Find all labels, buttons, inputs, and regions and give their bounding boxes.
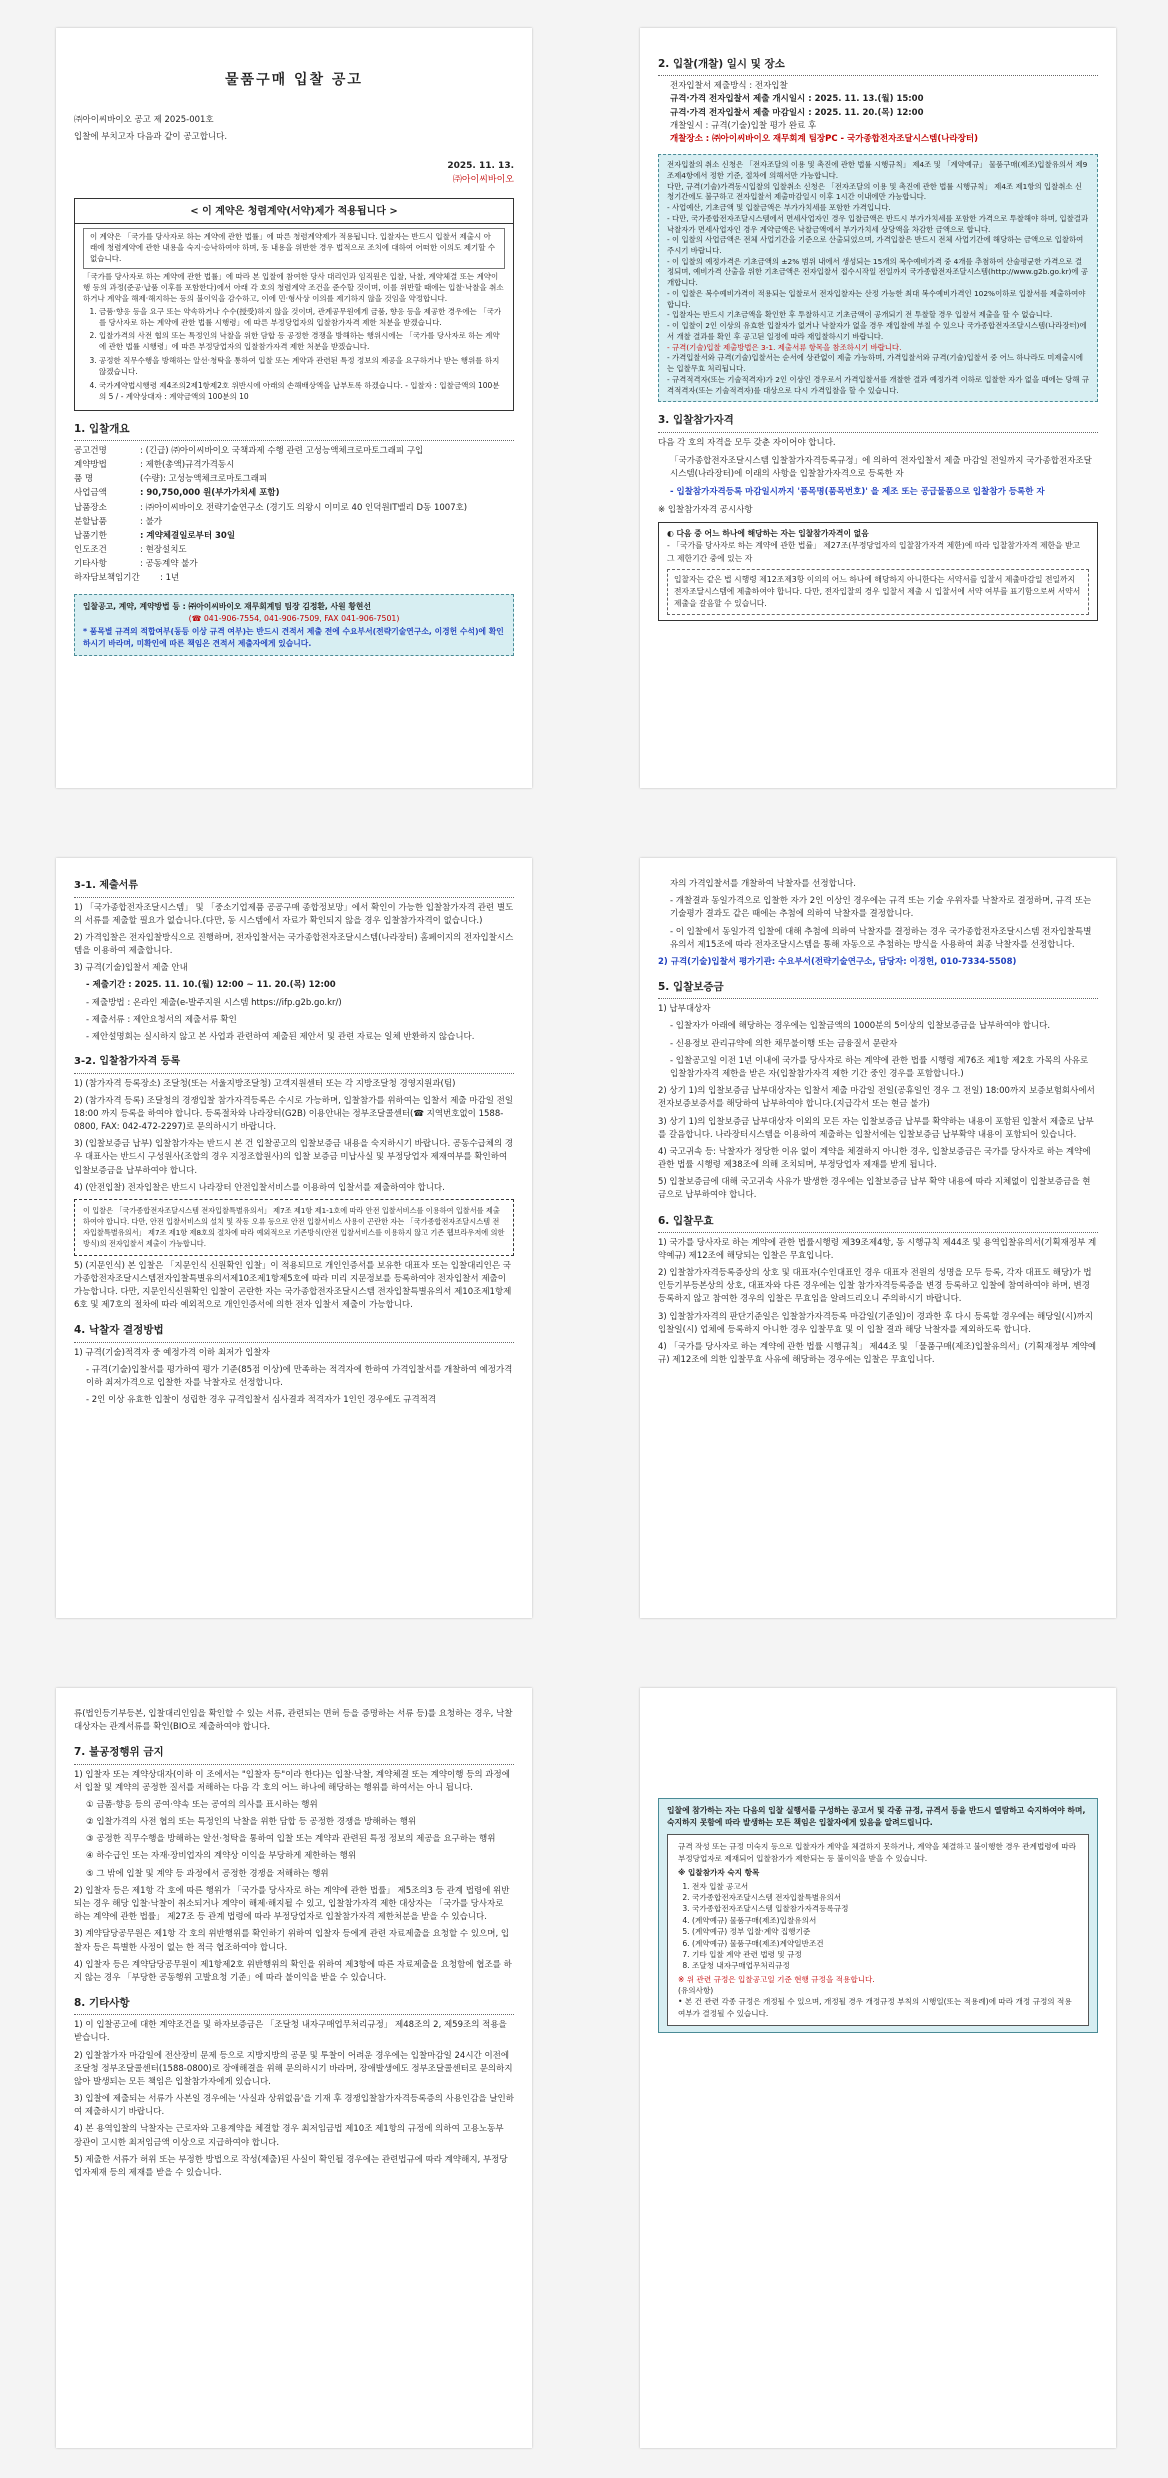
required-reading-note-title: (유의사항) — [678, 1986, 714, 1996]
deposit-item: - 신용정보 관리규약에 의한 채무불이행 또는 금융질서 문란자 — [670, 1038, 898, 1049]
section-heading-award: 4. 낙찰자 결정방법 — [74, 1322, 514, 1342]
intro-block — [74, 114, 514, 144]
section-heading-bid-schedule: 2. 입찰(개찰) 일시 및 장소 — [658, 56, 1098, 76]
award-item: - 규격(기술)입찰서를 평가하여 평가 기준(85점 이상)에 만족하는 적격자에 한하여 가격입찰서를 개찰하여 예정가격이하 최저가격으로 입찰한 자를 낙찰자로 선정합니다. — [86, 1364, 513, 1388]
overview-row: 계약방법 : 제한(총액)규격가격동시 — [74, 460, 235, 471]
documents-item: 3) 규격(기술)입찰서 제출 안내 — [74, 963, 188, 974]
deposit-item: 2) 상기 1)의 입찰보증금 납부대상자는 입찰서 제출 마감일 전일(공휴일인 경우 그 전일) 18:00까지 보증보험회사에서 전자보증보증서를 해당하여 납부하여야 합니다.(지급각서 또는 현금 불가) — [658, 1086, 1095, 1110]
overview-list — [74, 445, 514, 586]
award-item: 자의 가격입찰서를 개찰하여 낙찰자를 선정합니다. — [670, 879, 856, 889]
overview-row: 분할납품 : 불가 — [74, 516, 162, 527]
contact-note: * 품목별 규격의 적합여부(동등 이상 규격 여부)는 반드시 견적서 제출 전에 수요부서(전략기술연구소, 이경헌 수석)에 확인하시기 바라며, 미확인에 따른 책임은 견적서 제출자에게 있습니다. — [83, 627, 504, 648]
award-item: - 개찰결과 동일가격으로 입찰한 자가 2인 이상인 경우에는 규격 또는 기술 우위자를 낙찰자로 결정하며, 규격 또는 기술평가 결과도 같은 때에는 추첨에 의하여 낙찰자를 결정합니다. — [670, 896, 1092, 920]
invalid-item: 4) 「국가를 당사자로 하는 계약에 관한 법률 시행규칙」 제44조 및 「물품구매(제조)입찰유의서」(기획재정부 계약예규) 제12조에 의한 입찰무효 사유에 해당하는 경우에는 입찰은 무효입니다. — [658, 1342, 1097, 1366]
bid-schedule-list — [658, 80, 1098, 146]
deposit-item: 1) 납부대상자 — [658, 1004, 711, 1015]
integrity-notice-lead: 「국가를 당사자로 하는 계약에 관한 법률」에 따라 본 입찰에 참여한 당사 대리인과 임직원은 입찰, 낙찰, 계약체결 또는 계약이행 등의 과정(준공·납품 이후를 포함한다)에서 아래 각 호의 청렴계약 조건을 준수할 것이며, 이를 위반할 때에는 입찰·낙찰을 취소하거나 계약을 해제·해지하는 등의 불이익을 감수하고, 이에 민·형사상 이의를 제기하지 않을 것임을 약정합니다. — [83, 272, 504, 303]
overview-row: 인도조건 : 현장설치도 — [74, 545, 187, 556]
unfair-item: 3) 계약담당공무원은 제1항 각 호의 위반행위를 확인하기 위하여 입찰자 등에게 관련 자료제출을 요청할 수 있으며, 입찰자 등은 특별한 사정이 없는 한 적극 협조하여야 합니다. — [74, 1929, 510, 1953]
disqualification-lead: ◐ 다음 중 어느 하나에 해당하는 자는 입찰참가자격이 없음 — [667, 529, 869, 539]
continued-text: 류(법인등기부등본, 입찰대리인임을 확인할 수 있는 서류, 관련되는 면허 등을 증명하는 서류 등)를 요청하는 경우, 낙찰대상자는 관계서류를 확인(BIO로 제출하여야 합니다. — [74, 1709, 513, 1733]
section-heading-invalid: 6. 입찰무효 — [658, 1213, 1098, 1233]
integrity-notice-box: 이 계약은 「국가를 당사자로 하는 계약에 관한 법률」에 따른 청렴계약제가 적용됩니다. 입찰자는 반드시 입찰서 제출시 아래에 청렴계약에 관한 내용을 숙지·승낙하여야 하며, 동 내용을 위반한 경우 법적으로 조치에 대하여 어떠한 이의도 제기할 수 없습니다. — [83, 228, 505, 269]
info-row: - 이 입찰이 2인 이상의 유효한 입찰자가 없거나 낙찰자가 없을 경우 재입찰에 부칠 수 있으나 국가종합전자조달시스템(나라장터)에서 개찰 결과를 확인 후 공고된 일정에 따라 재입찰하시기 바랍니다. — [667, 321, 1087, 341]
document-page-1 — [56, 28, 532, 788]
info-row: - 이 입찰은 복수예비가격이 적용되는 입찰로서 전자입찰자는 산정 가능한 최대 복수예비가격인 102%이하로 입찰서를 제출하여야 합니다. — [667, 288, 1086, 309]
section-heading-documents: 3-1. 제출서류 — [74, 878, 514, 898]
document-page-5 — [56, 1688, 532, 2448]
document-page-4 — [640, 858, 1116, 1618]
qualification-item: ※ 입찰참가자격 공시사항 — [658, 505, 753, 516]
info-row: - 이 입찰의 사업금액은 전체 사업기간을 기준으로 산출되었으며, 가격입찰은 반드시 전체 사업기간에 해당하는 금액으로 입찰하여 주시기 바랍니다. — [667, 235, 1084, 255]
info-row: - 이 입찰의 예정가격은 기초금액의 ±2% 범위 내에서 생성되는 15개의 복수예비가격 중 4개를 추첨하여 산술평균한 가격으로 결정되며, 예비가격 산출을 위한 기초금액은 전자입찰서 접수시작일 전일까지 국가종합전자조달시스템(http://www.g2b.go.kr)에 공개합니다. — [667, 256, 1089, 288]
unfair-item: ④ 하수급인 또는 자재·장비업자의 계약상 이익을 부당하게 제한하는 행위 — [86, 1851, 357, 1862]
integrity-notice-item: 4. 국가계약법시행령 제4조의2제1항제2호 위반시에 아래의 손해배상액을 납부토록 하겠습니다. - 입찰자 : 입찰금액의 100분의 5 / - 계약상대자 : 계약금액의 100분의 10 — [99, 381, 505, 403]
integrity-notice-list — [83, 307, 505, 403]
info-row: - 입찰자는 반드시 기초금액을 확인한 후 투찰하시고 기초금액이 공개되기 전 투찰할 경우 입찰서 제출을 할 수 없습니다. — [667, 310, 1053, 320]
deposit-item: 3) 상기 1)의 입찰보증금 납부대상자 이외의 모든 자는 입찰보증금 납부를 확약하는 내용이 포함된 입찰서 제출로 납부를 갈음합니다. 나라장터시스템을 이용하여 제출하는 입찰서에는 입찰보증금 납부확약 내용이 포함되어 있습니다. — [658, 1116, 1094, 1140]
safe-bid-box: 이 입찰은 「국가종합전자조달시스템 전자입찰특별유의서」 제7조 제1항 제1-1호에 따라 안전 입찰서비스를 이용하여 입찰서를 제출하여야 합니다. 다만, 안전 입찰서비스의 설치 및 작동 오류 등으로 안전 입찰서비스 사용이 곤란한 자는 「국가종합전자조달시스템 전자입찰특별유의서」 제7조 제1항 제8호의 절차에 따라 예외적으로 기존방식(안전 입찰서비스를 이용하지 않고 기존 웹브라우저에 의한 방식)의 전자입찰서 제출이 가능합니다. — [74, 1199, 514, 1256]
document-title: 물품구매 입찰 공고 — [225, 72, 363, 88]
info-row: 다만, 규격(기술)가격동시입찰의 입찰취소 신청은 「전자조달의 이용 및 촉진에 관한 법률 시행규칙」 제4조 제1항의 입찰취소 신청기간에도 불구하고 전자입찰서 제출마감일시 이후 1시간 이내에만 가능합니다. — [667, 181, 1083, 202]
required-reading-intro: 규격 작성 또는 규정 미숙지 등으로 입찰자가 계약을 체결하지 못하거나, 계약을 체결하고 불이행한 경우 관계법령에 따라 부정당업자로 제재되어 입찰참가가 제한되는 등 불이익을 받을 수 있습니다. — [678, 1842, 1077, 1863]
integrity-notice-item: 3. 공정한 직무수행을 방해하는 알선·청탁을 통하여 입찰 또는 계약과 관련된 특정 정보의 제공을 요구하거나 받는 행위를 하지 않겠습니다. — [99, 356, 505, 378]
invalid-item: 1) 국가를 당사자로 하는 계약에 관한 법률시행령 제39조제4항, 동 시행규칙 제44조 및 용역입찰유의서(기획재정부 계약예규) 제12조에 해당되는 입찰은 무효입니다. — [658, 1237, 1097, 1261]
info-row: - 규격적격자(또는 기술적격자)가 2인 이상인 경우로서 가격입찰서를 개찰한 결과 예정가격 이하로 입찰한 자가 없을 때에는 당해 규격적격자(또는 기술적격자)를 대상으로 다시 가격입찰을 할 수 있습니다. — [667, 374, 1089, 395]
contact-line: 입찰공고, 계약, 계약방법 등 : ㈜아이씨바이오 재무회계팀 팀장 김정환, 사원 황현선 — [83, 601, 371, 611]
required-reading-item: 7. 기타 입찰 계약 관련 법령 및 규정 — [692, 1949, 1078, 1960]
unfair-item: 2) 입찰자 등은 제1항 각 호에 따른 행위가 「국가를 당사자로 하는 계약에 관한 법률」 제5조의3 등 관계 법령에 위반되는 경우 해당 입찰·낙찰이 취소되거나 계약이 해제·해지될 수 있고, 입찰참가자격 제한 대상자는 「국가를 당사자로 하는 계약에 관한 법률」 제27조 등 관계 법령에 따라 부정당업자로 입찰참가자격 제한처분을 받을 수 있습니다. — [74, 1885, 510, 1923]
qualification-item: - 입찰참가자격등록 마감일시까지 '품목명(품목번호)' 을 제조 또는 공급물품으로 입찰참가 등록한 자 — [670, 487, 1045, 498]
integrity-notice-item: 2. 입찰가격의 사전 협의 또는 특정인의 낙찰을 위한 담합 등 공정한 경쟁을 방해하는 행위시에는 「국가를 당사자로 하는 계약에 관한 법률 시행령」에 따른 부정당업자의 입찰참가자격 제한 처분을 받겠습니다. — [99, 331, 505, 353]
other-item: 2) 입찰참가자 마감일에 전산장비 문제 등으로 지방지방의 공문 및 투찰이 어려운 경우에는 입찰마감일 24시간 이전에 조달청 정부조달콜센터(1588-0800)로 장애해결을 위해 문의하시기 바라며, 장애발생에도 정부조달콜센터로 문의하지 않아 발생되는 모든 책임은 입찰참가자에게 있습니다. — [74, 2050, 513, 2087]
qualification-lead: 다음 각 호의 자격을 모두 갖춘 자이어야 합니다. — [658, 437, 836, 448]
deposit-item: 5) 입찰보증금에 대해 국고귀속 사유가 발생한 경우에는 입찰보증금 납부 확약 내용에 따라 지체없이 입찰보증금을 현금으로 납부하여야 합니다. — [658, 1177, 1091, 1201]
info-row: - 가격입찰서와 규격(기술)입찰서는 순서에 상관없이 제출 가능하며, 가격입찰서와 규격(기술)입찰서 중 어느 하나라도 미제출시에는 입찰무효 처리됩니다. — [667, 353, 1083, 374]
overview-row: 하자담보책임기간 : 1년 — [74, 573, 180, 584]
overview-row: 사업금액 : 90,750,000 원(부가가치세 포함) — [74, 488, 280, 499]
schedule-row: 개찰장소 : ㈜아이씨바이오 재무회계 팀장PC - 국가종합전자조달시스템(나라장터) — [670, 133, 978, 144]
deposit-item: 4) 국고귀속 등: 낙찰자가 정당한 이유 없이 계약을 체결하지 아니한 경우, 입찰보증금은 국가를 당사자로 하는 계약에 관한 법률 시행령 제38조에 의해 조치되며, 부정당업자 제재를 받게 됩니다. — [658, 1146, 1091, 1171]
intro-text: 입찰에 부치고자 다음과 같이 공고합니다. — [74, 131, 228, 142]
contact-phone: (☎ 041-906-7554, 041-906-7509, FAX 041-906-7501) — [188, 614, 400, 624]
required-reading-item: 8. 조달청 내자구매업무처리규정 — [692, 1960, 1078, 1971]
unfair-practice-list — [74, 1769, 514, 1985]
info-row: - 사업예산, 기초금액 및 입찰금액은 부가가치세를 포함한 가격입니다. — [667, 203, 891, 213]
deposit-item: - 입찰자가 아래에 해당하는 경우에는 입찰금액의 1000분의 5이상의 입찰보증금을 납부하여야 합니다. — [670, 1021, 1051, 1032]
required-reading-item: 1. 전자 입찰 공고서 — [692, 1881, 1078, 1892]
documents-item: - 제출기간 : 2025. 11. 10.(월) 12:00 ~ 11. 20.(목) 12:00 — [86, 980, 336, 991]
required-reading-inner — [667, 1834, 1089, 2026]
info-row: - 다만, 국가종합전자조달시스템에서 면세사업자인 경우 입찰금액은 반드시 부가가치세를 포함한 가격으로 투찰해야 하며, 입찰결과 낙찰자가 면세사업자인 경우 계약금액은 낙찰금액에서 부가가치세 상당액을 차감한 금액으로 합니다. — [667, 213, 1089, 234]
bid-info-box — [658, 154, 1098, 402]
award-continued-list — [658, 878, 1098, 952]
schedule-row: 규격·가격 전자입찰서 제출 개시일시 : 2025. 11. 13.(월) 15:00 — [670, 94, 924, 105]
contact-box — [74, 594, 514, 657]
invalid-list — [658, 1237, 1098, 1368]
registration-item: 2) (참가자격 등록) 조달청의 경쟁입찰 참가자격등록은 수시로 가능하며, 입찰참가를 위하여는 입찰서 제출 마감일 전일 18:00 까지 등록을 하여야 합니다. 등록절차와 나라장터(G2B) 이용안내는 정부조달콜센터(☎ 지역번호없이 1588-0800, FAX: 042-472-2297)로 문의하시기 바랍니다. — [74, 1095, 514, 1133]
integrity-contract-notice — [74, 198, 514, 411]
overview-row: 기타사항 : 공동계약 불가 — [74, 559, 198, 570]
documents-item: 1) 「국가종합전자조달시스템」 및 「중소기업제품 공공구매 종합정보망」에서 확인이 가능한 입찰참가자격 관련 별도의 서류를 제출할 필요가 없습니다.(다만, 동 시스템에서 자료가 확인되지 않을 경우 입찰참가자격이 없습니다.) — [74, 902, 514, 926]
overview-row: 납품장소 : ㈜아이씨바이오 전략기술연구소 (경기도 의왕시 이미로 40 인덕원IT밸리 D동 1007호) — [74, 502, 468, 513]
award-item: 1) 규격(기술)적격자 중 예정가격 이하 최저가 입찰자 — [74, 1347, 270, 1358]
unfair-item: ② 입찰가격의 사전 협의 또는 특정인의 낙찰을 위한 담합 등 공정한 경쟁을 방해하는 행위 — [86, 1817, 417, 1828]
other-list — [74, 2019, 514, 2180]
unfair-item: ③ 공정한 직무수행을 방해하는 알선·청탁을 통하여 입찰 또는 계약과 관련된 특정 정보의 제공을 요구하는 행위 — [86, 1834, 496, 1845]
deposit-item: - 입찰공고일 이전 1년 이내에 국가를 당사자로 하는 계약에 관한 법률 시행령 제76조 제1항 제2호 가목의 사유로 입찰참가자격 제한을 받은 자(입찰참가자격 제한 기간 중인 경우를 포함합니다.) — [670, 1055, 1089, 1079]
overview-row: 납품기한 : 계약체결일로부터 30일 — [74, 530, 236, 541]
required-reading-box — [658, 1798, 1098, 2033]
documents-item: - 제출방법 : 온라인 제출(e-발주지원 시스템 https://ifp.g2b.go.kr/) — [86, 997, 342, 1008]
section-heading-unfair-practice: 7. 불공정행위 금지 — [74, 1744, 514, 1764]
notice-date: 2025. 11. 13. — [447, 161, 514, 172]
document-page-6 — [640, 1688, 1116, 2448]
required-reading-item: 4. (계약예규) 물품구매(제조)입찰유의서 — [692, 1915, 1078, 1926]
required-reading-list — [678, 1881, 1078, 1972]
schedule-row: 규격·가격 전자입찰서 제출 마감일시 : 2025. 11. 20.(목) 12:00 — [670, 107, 924, 118]
document-page-2 — [640, 28, 1116, 788]
overview-row: 공고건명 : (긴급) ㈜아이씨바이오 국책과제 수행 관련 고성능액체크로마토그래피 구입 — [74, 445, 424, 456]
other-item: 5) 제출한 서류가 허위 또는 부정한 방법으로 작성(제출)된 사실이 확인될 경우에는 관련법규에 따라 계약해지, 부정당업자제재 등의 제재를 받을 수 있습니다. — [74, 2154, 508, 2178]
documents-item: - 제안설명회는 실시하지 않고 본 사업과 관련하여 제출된 제안서 및 관련 자료는 일체 반환하지 않습니다. — [86, 1031, 475, 1042]
required-reading-red-note: ※ 위 관련 규정은 입찰공고일 기준 현행 규정을 적용합니다. — [678, 1974, 875, 1984]
other-item: 1) 이 입찰공고에 대한 계약조건을 및 하자보증금은 「조달청 내자구매업무처리규정」 제48조의 2, 제59조의 적용을 받습니다. — [74, 2020, 507, 2044]
award-item: - 2인 이상 유효한 입찰이 성립한 경우 규격입찰서 심사결과 적격자가 1인인 경우에도 규격적격 — [86, 1395, 437, 1406]
section-heading-other: 8. 기타사항 — [74, 1995, 514, 2015]
registration-list — [74, 1078, 514, 1195]
section-heading-qualification: 3. 입찰참가자격 — [658, 412, 1098, 432]
organization-name: ㈜아이씨바이오 — [452, 174, 514, 185]
deposit-list — [658, 1003, 1098, 1202]
section-heading-registration: 3-2. 입찰참가자격 등록 — [74, 1054, 514, 1074]
required-reading-item: 3. 국가종합전자조달시스템 입찰참가자격등록규정 — [692, 1903, 1078, 1914]
disqualification-box — [658, 522, 1098, 620]
award-list — [74, 1347, 514, 1408]
qualification-item: 「국가종합전자조달시스템 입찰참가자격등록규정」에 의하여 전자입찰서 제출 마감일 전일까지 국가종합전자조달시스템(나라장터)에 이래의 사항을 입찰참가자격으로 등록한 자 — [670, 455, 1092, 479]
section-heading-deposit: 5. 입찰보증금 — [658, 979, 1098, 999]
unfair-item: 1) 입찰자 또는 계약상대자(이하 이 조에서는 "입찰자 등"이라 한다)는 입찰·낙찰, 계약체결 또는 계약이행 등의 과정에서 입찰 및 계약의 공정한 질서를 저해하는 다음 각 호의 어느 하나에 해당하는 행위를 하여서는 아니 됩니다. — [74, 1769, 510, 1793]
integrity-notice-title: < 이 계약은 청렴계약(서약)제가 적용됩니다 > — [75, 203, 513, 225]
unfair-item: 4) 입찰자 등은 계약담당공무원이 제1항제2호 위반행위의 확인을 위하여 제3항에 따른 자료제출을 요청함에 협조를 하지 않는 경우 「부당한 공동행위 고발요청 기준」에 따라 불이익을 받을 수 있습니다. — [74, 1959, 512, 1983]
invalid-item: 2) 입찰참가자격등록증상의 상호 및 대표자(수인대표인 경우 대표자 전원의 성명을 모두 등록, 각자 대표도 해당)가 법인등기부등본상의 상호, 대표자와 다른 경우에는 입찰 참가자격등록증을 변경 등록하고 입찰에 참여하여야 하며, 변경등록하지 않고 참여한 경우의 입찰은 무효임을 알려드리오니 주의하시기 바랍니다. — [658, 1268, 1092, 1305]
registration-item: 3) (입찰보증금 납부) 입찰참가자는 반드시 본 건 입찰공고의 입찰보증금 내용을 숙지하시기 바랍니다. 공동수급체의 경우 대표사는 반드시 구성원사(조합의 경우 지정조합원사)의 입찰 보증금 미납사실 및 부정당업자 제재여부를 확인하여 입찰보증금을 납부하여야 합니다. — [74, 1139, 514, 1176]
other-item: 4) 본 용역입찰의 낙찰자는 근로자와 고용계약을 체결할 경우 최저임금법 제10조 제1항의 규정에 의하여 고용노동부 장관이 고시한 최저임금액 이상으로 지급하여야 합니다. — [74, 2124, 504, 2148]
documents-list — [74, 902, 514, 1045]
integrity-notice-item: 1. 금품·향응 등을 요구 또는 약속하거나 수수(授受)하지 않을 것이며, 관계공무원에게 금품, 향응 등을 제공한 경우에는 「국가를 당사자로 하는 계약에 관한 법률 시행령」에 따른 부정당업자의 입찰참가자격 제한 처분을 받겠습니다. — [99, 307, 505, 329]
unfair-item: ⑤ 그 밖에 입찰 및 계약 등 과정에서 공정한 경쟁을 저해하는 행위 — [86, 1868, 329, 1879]
documents-item: - 제출서류 : 제안요청서의 제출서류 확인 — [86, 1014, 237, 1025]
unfair-item: ① 금품·향응 등의 공여·약속 또는 공여의 의사를 표시하는 행위 — [86, 1799, 318, 1810]
registration-item: 1) (참가자격 등록장소) 조달청(또는 서울지방조달청) 고객지원센터 또는 각 지방조달청 경영지원과(팀) — [74, 1078, 456, 1089]
registration-item: 5) (지문인식) 본 입찰은 「지문인식 신원확인 입찰」이 적용되므로 개인인증서를 보유한 대표자 또는 입찰대리인은 국가종합전자조달시스템전자입찰특별유의서제10조제1항제5호에 따라 미리 지문정보를 등록하여야 전자입찰서 제출이 가능합니다. 다만, 지문인식신원확인 입찰이 곤란한 자는 국가종합전자조달시스템 전자입찰특별유의서 제10조제1항제6호 및 제7호의 절차에 따라 예외적으로 개인인증서에 의한 전자 입찰서 제출이 가능합니다. — [74, 1260, 512, 1311]
required-reading-note: • 본 건 관련 각종 규정은 개정될 수 있으며, 개정될 경우 개정규정 부칙의 시행일(또는 적용례)에 따라 개정 규정의 적용 여부가 결정될 수 있습니다. — [678, 1997, 1072, 2018]
evaluation-agency: 2) 규격(기술)입찰서 평가기관: 수요부서(전략기술연구소, 담당자: 이경헌, 010-7334-5508) — [658, 956, 1017, 967]
info-row: - 규격(기술)입찰 제출방법은 3-1. 제출서류 항목을 참조하시기 바랍니다. — [667, 342, 902, 352]
required-reading-head: 입찰에 참가하는 자는 다음의 입찰 실행서를 구성하는 공고서 및 각종 규정, 규격서 등을 반드시 열람하고 숙지하여야 하며, 숙지하지 못함에 따라 발생하는 모든 책임은 입찰자에게 있음을 알려드립니다. — [667, 1806, 1086, 1827]
required-reading-list-title: ※ 입찰참가자 숙지 항목 — [678, 1868, 760, 1878]
schedule-row: 개찰일시 : 규격(기술)입찰 평가 완료 후 — [670, 120, 817, 131]
notice-number: ㈜아이씨바이오 공고 제 2025-001호 — [74, 114, 214, 125]
info-row: 전자입찰의 취소 신청은 「전자조달의 이용 및 촉진에 관한 법률 시행규칙」 제4조 및 「계약예규」 물품구매(제조)입찰유의서 제9조제4항에서 정한 기준, 절차에 의해서만 가능합니다. — [667, 160, 1088, 180]
award-item: - 이 입찰에서 동일가격 입찰에 대해 추첨에 의하여 낙찰자를 결정하는 경우 국가종합전자조달시스템 전자입찰특별유의서 제15조에 따라 전자조달시스템을 통해 자동으로 추첨하는 방식을 사용하여 최종 낙찰자를 선정합니다. — [670, 926, 1092, 950]
overview-row: 품 명 (수량): 고성능액체크로마토그래피 — [74, 474, 268, 485]
schedule-row: 전자입찰서 제출방식 : 전자입찰 — [670, 81, 788, 92]
registration-item: 4) (안전입찰) 전자입찰은 반드시 나라장터 안전입찰서비스를 이용하여 입찰서를 제출하여야 합니다. — [74, 1182, 445, 1193]
section-heading-overview: 1. 입찰개요 — [74, 421, 514, 441]
disqualification-note: 입찰자는 같은 법 시행령 제12조제3항 이의의 어느 하나에 해당하지 아니한다는 서약서를 입찰서 제출마감일 전일까지 전자조달시스템에 제출하여야 합니다. 다만, 전자입찰의 경우 입찰서 제출 시 입찰서에 서약 여부를 표기함으로써 서약서 제출을 갈음할 수 있습니다. — [667, 569, 1089, 615]
disqualification-item: - 「국가를 당사자로 하는 계약에 관한 법률」 제27조(부정당업자의 입찰참가자격 제한)에 따라 입찰참가자격 제한을 받고 그 제한기간 중에 있는 자 — [667, 541, 1081, 563]
required-reading-item: 5. (계약예규) 정부 입찰·계약 집행기준 — [692, 1926, 1078, 1937]
required-reading-item: 6. (계약예규) 물품구매(제조)계약일반조건 — [692, 1938, 1078, 1949]
other-item: 3) 입찰에 제출되는 서류가 사본일 경우에는 '사실과 상위없음'을 기재 후 경쟁입찰참가자격등록증의 사용인감을 날인하여 제출하시기 바랍니다. — [74, 2094, 514, 2118]
required-reading-item: 2. 국가종합전자조달시스템 전자입찰특별유의서 — [692, 1892, 1078, 1903]
documents-item: 2) 가격입찰은 전자입찰방식으로 진행하며, 전자입찰서는 국가종합전자조달시스템(나라장터) 홈페이지의 전자입찰시스템을 이용하여 제출합니다. — [74, 932, 514, 957]
invalid-item: 3) 입찰참가자격의 판단기준일은 입찰참가자격등록 마감일(기준일)이 경과한 후 다시 등록할 경우에는 해당일(시)까지 입찰일(시) 업체에 등록하지 아니한 경우 입찰무효 및 이 입찰 결과 해당 낙찰자를 제외하도록 합니다. — [658, 1311, 1093, 1335]
document-page-3 — [56, 858, 532, 1618]
date-block — [74, 160, 514, 188]
